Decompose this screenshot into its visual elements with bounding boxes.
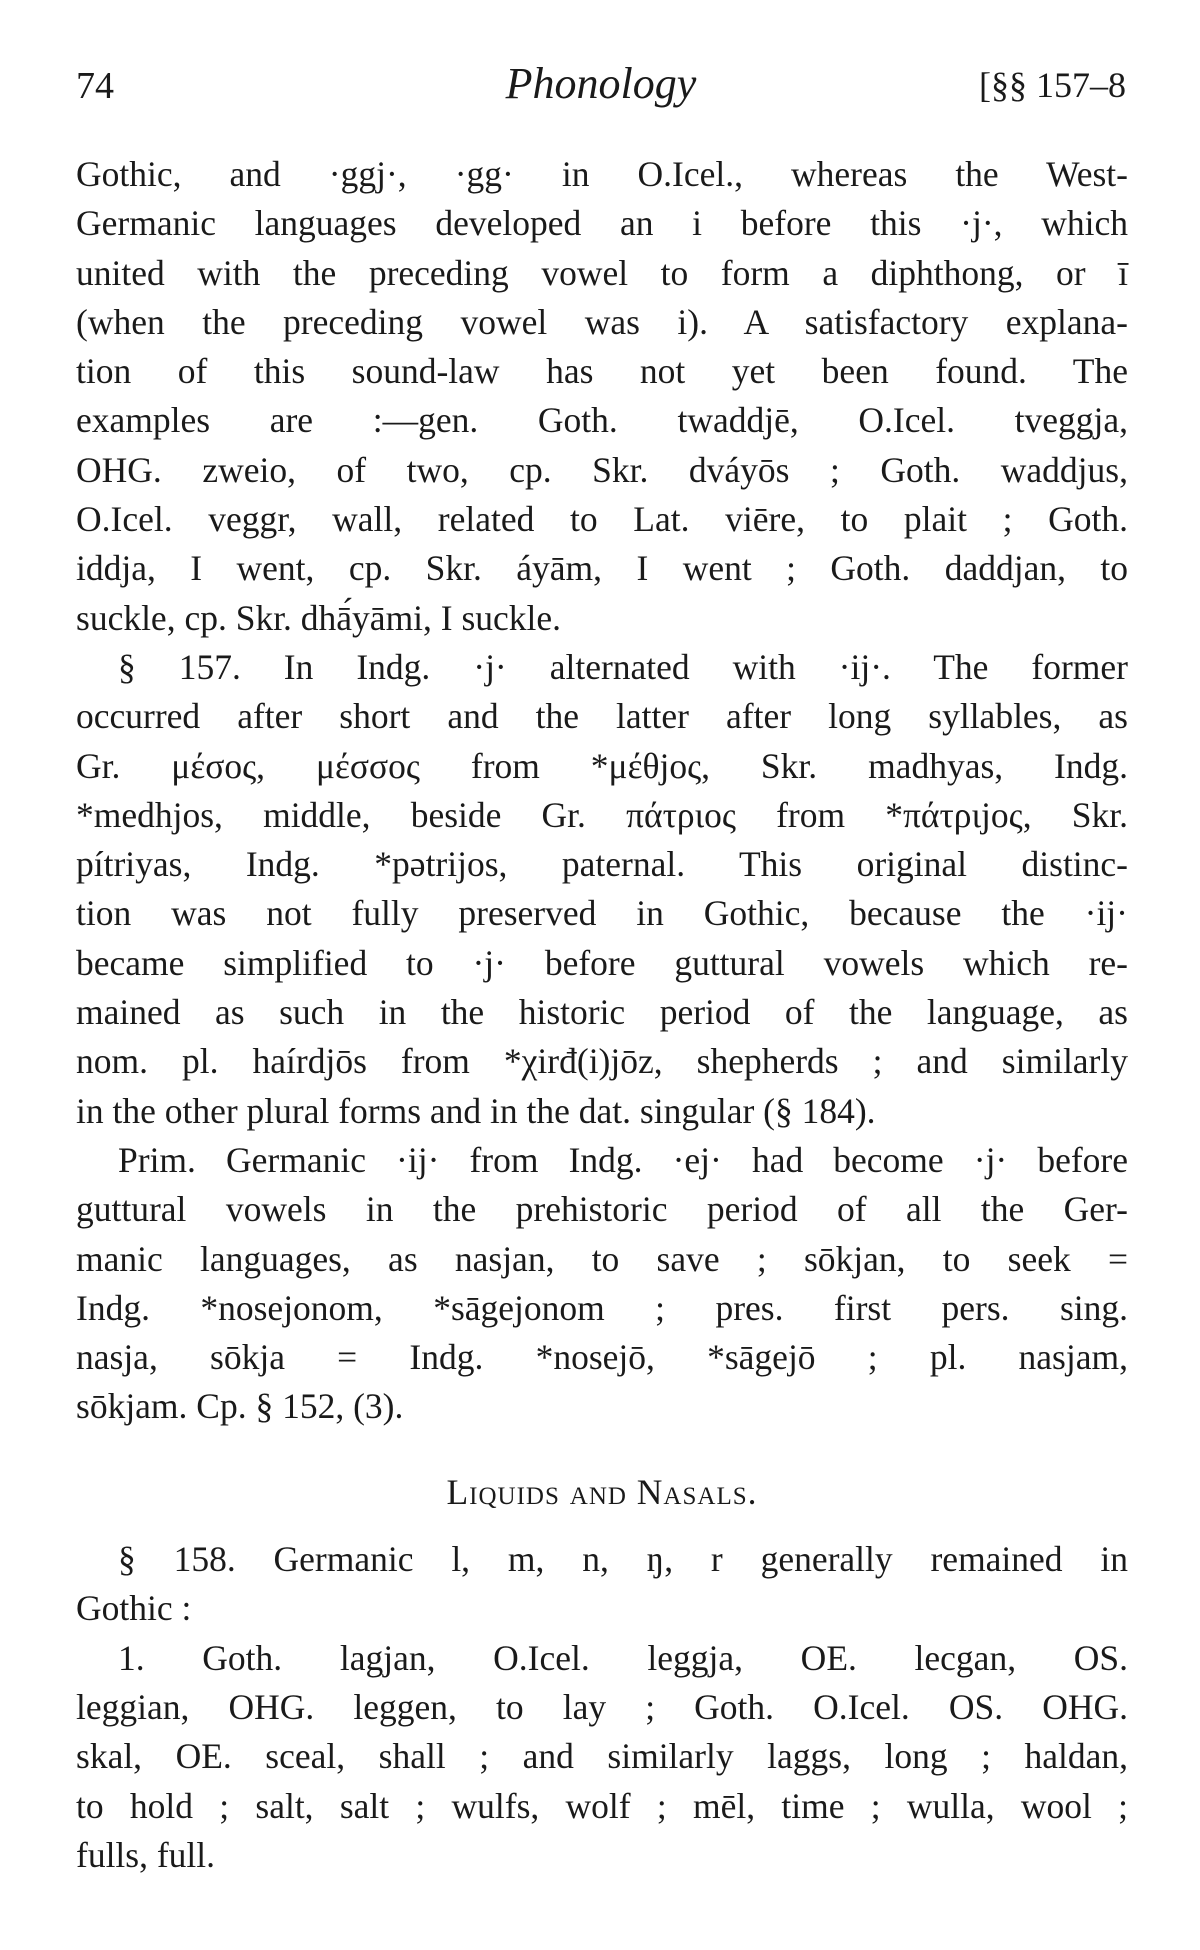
spacer [76, 1432, 1128, 1468]
text-line: in the other plural forms and in the dat. singular (§ 184). [76, 1090, 876, 1131]
section-158-start: § 158. Germanic l, m, n, ŋ, r generally remained in [118, 1539, 1128, 1580]
text-line: nom. pl. haírdjōs from *χirđ(i)jōz, shepherds ; and similarly [76, 1041, 1128, 1082]
list-item-1: 1. Goth. lagjan, O.Icel. leggja, OE. lecgan, OS. [118, 1637, 1128, 1678]
text-line: occurred after short and the latter after long syllables, as [76, 696, 1128, 737]
text-line: Germanic languages developed an i before this ·j·, which [76, 203, 1128, 244]
text-line: mained as such in the historic period of the language, as [76, 992, 1128, 1033]
spacer [76, 1517, 1128, 1535]
text-line: guttural vowels in the prehistoric period of all the Ger- [76, 1189, 1128, 1230]
text-line: skal, OE. sceal, shall ; and similarly laggs, long ; haldan, [76, 1736, 1128, 1777]
running-title: Phonology [505, 59, 697, 108]
text-line: fulls, full. [76, 1834, 216, 1875]
text-line: O.Icel. veggr, wall, related to Lat. viēre, to plait ; Goth. [76, 499, 1128, 540]
page-header [76, 58, 1126, 118]
text-line: suckle, cp. Skr. dhā́yāmi, I suckle. [76, 597, 562, 638]
text-line: Gothic : [76, 1588, 192, 1629]
text-line: iddja, I went, cp. Skr. áyām, I went ; Goth. daddjan, to [76, 548, 1128, 589]
body-text [76, 150, 1128, 1880]
text-line: nasja, sōkja = Indg. *nosejō, *sāgejō ; pl. nasjam, [76, 1337, 1128, 1378]
section-reference: [§§ 157–8 [979, 65, 1126, 105]
text-line: united with the preceding vowel to form a diphthong, or ī [76, 252, 1128, 293]
text-line: OHG. zweio, of two, cp. Skr. dváyōs ; Goth. waddjus, [76, 449, 1128, 490]
section-heading: Liquids and Nasals. [446, 1471, 758, 1512]
text-line: leggian, OHG. leggen, to lay ; Goth. O.Icel. OS. OHG. [76, 1686, 1128, 1727]
page-number: 74 [76, 65, 114, 107]
text-line: tion of this sound-law has not yet been found. The [76, 351, 1128, 392]
text-line: Gothic, and ·ggj·, ·gg· in O.Icel., whereas the West- [76, 154, 1128, 194]
text-line: Gr. μέσος, μέσσος from *μέθjος, Skr. madhyas, Indg. [76, 745, 1128, 786]
text-line: pítriyas, Indg. *pətrijos, paternal. This original distinc- [76, 844, 1128, 885]
text-line: examples are :—gen. Goth. twaddjē, O.Icel. tveggja, [76, 400, 1128, 441]
text-line: (when the preceding vowel was i). A satisfactory explana- [76, 301, 1128, 342]
text-line: tion was not fully preserved in Gothic, because the ·ij· [76, 893, 1128, 934]
section-157-start: § 157. In Indg. ·j· alternated with ·ij·. The former [118, 646, 1128, 687]
paragraph-start: Prim. Germanic ·ij· from Indg. ·ej· had become ·j· before [118, 1139, 1128, 1180]
text-line: *medhjos, middle, beside Gr. πάτριος from *πάτριjος, Skr. [76, 794, 1128, 835]
text-line: manic languages, as nasjan, to save ; sōkjan, to seek = [76, 1238, 1128, 1279]
text-line: became simplified to ·j· before guttural vowels which re- [76, 942, 1128, 983]
text-line: Indg. *nosejonom, *sāgejonom ; pres. first pers. sing. [76, 1287, 1128, 1328]
text-line: sōkjam. Cp. § 152, (3). [76, 1386, 404, 1427]
text-line: to hold ; salt, salt ; wulfs, wolf ; mēl, time ; wulla, wool ; [76, 1785, 1128, 1826]
